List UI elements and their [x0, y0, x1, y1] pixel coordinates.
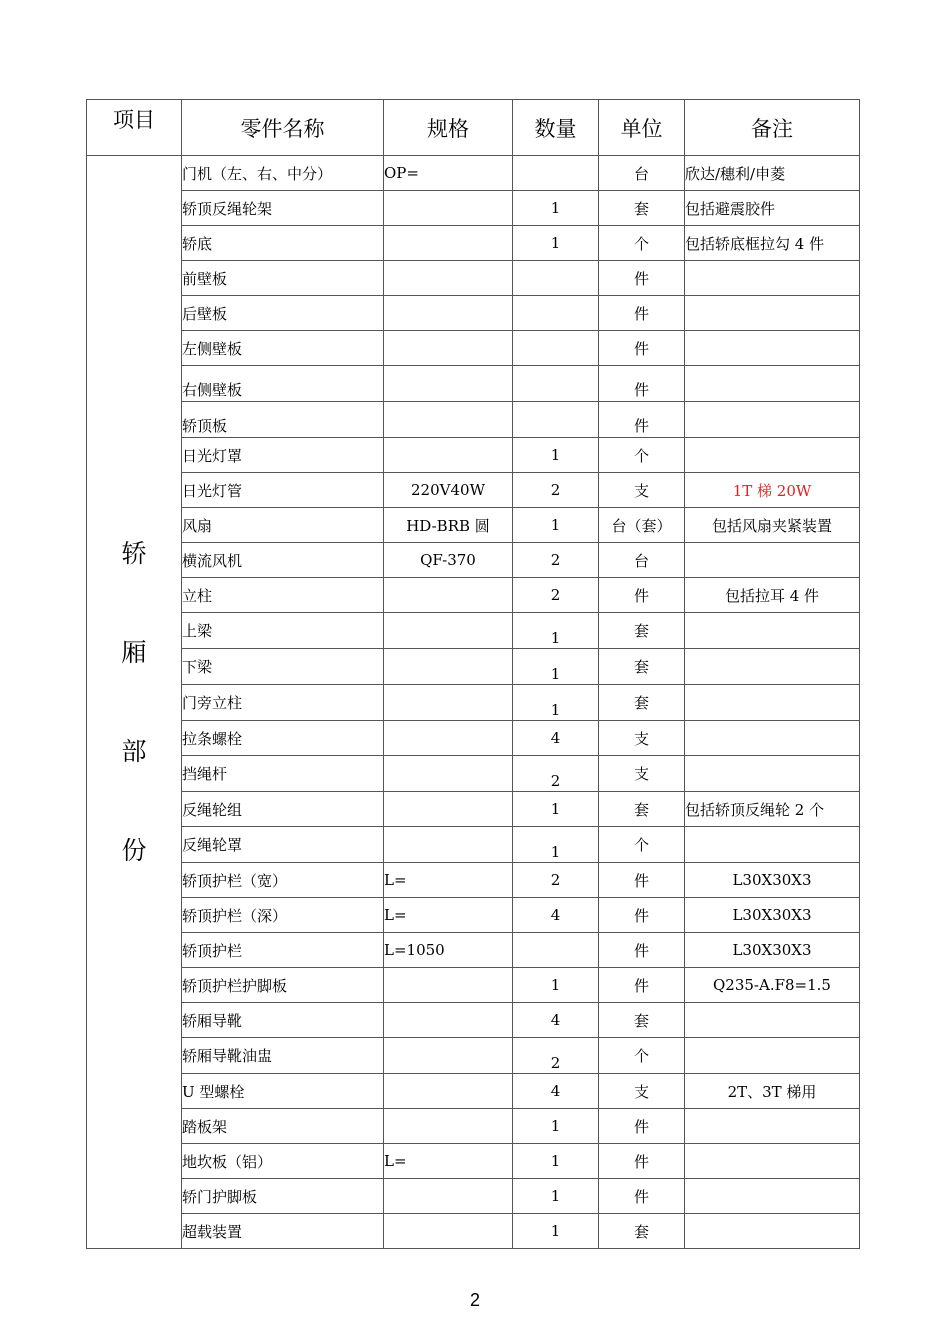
- remarks-cell: [685, 1109, 860, 1144]
- table-row: [87, 508, 860, 543]
- part-name-cell: 拉条螺栓: [182, 721, 384, 756]
- part-name-cell: 地坎板（铝）: [182, 1144, 384, 1179]
- table-row: [87, 156, 860, 191]
- part-name-cell: 门旁立柱: [182, 685, 384, 721]
- quantity-cell: 1: [513, 968, 599, 1003]
- spec-cell: [384, 1003, 513, 1038]
- remarks-cell: [685, 296, 860, 331]
- part-name-cell: 轿顶护栏（深）: [182, 898, 384, 933]
- unit-cell: 支: [599, 721, 685, 756]
- unit-cell: 件: [599, 1179, 685, 1214]
- spec-cell: [384, 968, 513, 1003]
- unit-cell: 件: [599, 261, 685, 296]
- remarks-cell: Q235-A.F8=1.5: [685, 968, 860, 1003]
- part-name-cell: 轿顶护栏（宽）: [182, 863, 384, 898]
- table-row: [87, 1003, 860, 1038]
- part-name-cell: 轿顶板: [182, 402, 384, 438]
- spec-cell: QF-370: [384, 543, 513, 578]
- table-row: [87, 331, 860, 366]
- remarks-cell: L30X30X3: [685, 863, 860, 898]
- part-name-cell: 风扇: [182, 508, 384, 543]
- table-row: [87, 1214, 860, 1249]
- unit-cell: 件: [599, 898, 685, 933]
- quantity-cell: [513, 933, 599, 968]
- table-row: [87, 685, 860, 721]
- unit-cell: 支: [599, 756, 685, 792]
- spec-cell: [384, 1038, 513, 1074]
- part-name-cell: 上梁: [182, 613, 384, 649]
- part-name-cell: 轿顶护栏护脚板: [182, 968, 384, 1003]
- spec-cell: [384, 578, 513, 613]
- spec-cell: [384, 331, 513, 366]
- quantity-cell: 1: [513, 1109, 599, 1144]
- unit-cell: 套: [599, 792, 685, 827]
- quantity-cell: [513, 331, 599, 366]
- part-name-cell: 后壁板: [182, 296, 384, 331]
- remarks-cell: [685, 827, 860, 863]
- part-name-cell: 反绳轮罩: [182, 827, 384, 863]
- spec-cell: [384, 402, 513, 438]
- table-row: [87, 226, 860, 261]
- table-row: [87, 402, 860, 438]
- section-char: 厢: [121, 638, 147, 667]
- part-name-cell: 轿顶反绳轮架: [182, 191, 384, 226]
- spec-cell: [384, 191, 513, 226]
- unit-cell: 件: [599, 933, 685, 968]
- section-char: 份: [121, 836, 147, 865]
- spec-cell: [384, 792, 513, 827]
- header-spec: 规格: [384, 100, 513, 156]
- spec-cell: [384, 1179, 513, 1214]
- quantity-cell: 2: [513, 756, 599, 792]
- unit-cell: 件: [599, 331, 685, 366]
- spec-cell: 220V40W: [384, 473, 513, 508]
- part-name-cell: 日光灯罩: [182, 438, 384, 473]
- unit-cell: 件: [599, 578, 685, 613]
- spec-cell: L=: [384, 863, 513, 898]
- remarks-cell: [685, 649, 860, 685]
- spec-cell: HD-BRB 圆: [384, 508, 513, 543]
- quantity-cell: 2: [513, 863, 599, 898]
- part-name-cell: 挡绳杆: [182, 756, 384, 792]
- spec-cell: [384, 613, 513, 649]
- unit-cell: 个: [599, 1038, 685, 1074]
- quantity-cell: 1: [513, 438, 599, 473]
- remarks-cell: [685, 402, 860, 438]
- unit-cell: 件: [599, 366, 685, 402]
- unit-cell: 个: [599, 827, 685, 863]
- table-row: [87, 1038, 860, 1074]
- remarks-cell: L30X30X3: [685, 933, 860, 968]
- remarks-cell: [685, 331, 860, 366]
- unit-cell: 件: [599, 1144, 685, 1179]
- remarks-cell: 包括风扇夹紧装置: [685, 508, 860, 543]
- remarks-cell: 包括轿底框拉勾 4 件: [685, 226, 860, 261]
- unit-cell: 套: [599, 685, 685, 721]
- spec-cell: L=1050: [384, 933, 513, 968]
- remarks-cell: [685, 1003, 860, 1038]
- remarks-cell: [685, 438, 860, 473]
- remarks-cell: [685, 261, 860, 296]
- remarks-cell: 欣达/穗利/申菱: [685, 156, 860, 191]
- remarks-cell: 1T 梯 20W: [685, 473, 860, 508]
- spec-cell: [384, 685, 513, 721]
- table-row: [87, 438, 860, 473]
- table-row: [87, 191, 860, 226]
- section-char: 轿: [121, 539, 147, 568]
- quantity-cell: 2: [513, 543, 599, 578]
- unit-cell: 个: [599, 226, 685, 261]
- remarks-cell: [685, 685, 860, 721]
- quantity-cell: 1: [513, 649, 599, 685]
- part-name-cell: 立柱: [182, 578, 384, 613]
- section-char: 部: [121, 737, 147, 766]
- table-row: [87, 1074, 860, 1109]
- spec-cell: [384, 1214, 513, 1249]
- spec-cell: [384, 296, 513, 331]
- quantity-cell: 1: [513, 792, 599, 827]
- unit-cell: 个: [599, 438, 685, 473]
- spec-cell: OP=: [384, 156, 513, 191]
- part-name-cell: 轿厢导靴油盅: [182, 1038, 384, 1074]
- quantity-cell: 2: [513, 473, 599, 508]
- remarks-cell: [685, 613, 860, 649]
- spec-cell: [384, 1109, 513, 1144]
- unit-cell: 套: [599, 613, 685, 649]
- quantity-cell: 1: [513, 1214, 599, 1249]
- quantity-cell: 4: [513, 898, 599, 933]
- spec-cell: L=: [384, 898, 513, 933]
- unit-cell: 套: [599, 1003, 685, 1038]
- header-row: [87, 100, 860, 156]
- remarks-cell: [685, 1038, 860, 1074]
- remarks-cell: 包括轿顶反绳轮 2 个: [685, 792, 860, 827]
- section-label: [87, 156, 181, 937]
- header-project: 项目: [87, 100, 182, 156]
- remarks-cell: [685, 1144, 860, 1179]
- part-name-cell: 下梁: [182, 649, 384, 685]
- table-row: [87, 792, 860, 827]
- table-row: [87, 261, 860, 296]
- quantity-cell: [513, 366, 599, 402]
- unit-cell: 件: [599, 296, 685, 331]
- table-row: [87, 1144, 860, 1179]
- table-row: [87, 366, 860, 402]
- header-part-name: 零件名称: [182, 100, 384, 156]
- remarks-cell: 包括拉耳 4 件: [685, 578, 860, 613]
- quantity-cell: 1: [513, 226, 599, 261]
- remarks-cell: [685, 756, 860, 792]
- part-name-cell: 反绳轮组: [182, 792, 384, 827]
- unit-cell: 套: [599, 191, 685, 226]
- spec-cell: [384, 649, 513, 685]
- quantity-cell: 1: [513, 827, 599, 863]
- remarks-cell: 包括避震胶件: [685, 191, 860, 226]
- quantity-cell: 1: [513, 1179, 599, 1214]
- table-row: [87, 898, 860, 933]
- spec-cell: [384, 226, 513, 261]
- quantity-cell: [513, 156, 599, 191]
- table-row: [87, 1179, 860, 1214]
- remarks-cell: [685, 543, 860, 578]
- part-name-cell: 前壁板: [182, 261, 384, 296]
- spec-cell: [384, 827, 513, 863]
- remarks-cell: 2T、3T 梯用: [685, 1074, 860, 1109]
- part-name-cell: 轿底: [182, 226, 384, 261]
- table-row: [87, 721, 860, 756]
- table-row: [87, 863, 860, 898]
- remarks-cell: [685, 1214, 860, 1249]
- spec-cell: [384, 366, 513, 402]
- part-name-cell: 轿门护脚板: [182, 1179, 384, 1214]
- spec-cell: [384, 261, 513, 296]
- remarks-cell: [685, 721, 860, 756]
- quantity-cell: 2: [513, 1038, 599, 1074]
- part-name-cell: 横流风机: [182, 543, 384, 578]
- page-number: 2: [469, 1290, 480, 1310]
- part-name-cell: 日光灯管: [182, 473, 384, 508]
- quantity-cell: 4: [513, 1074, 599, 1109]
- table-row: [87, 296, 860, 331]
- unit-cell: 件: [599, 402, 685, 438]
- part-name-cell: 轿顶护栏: [182, 933, 384, 968]
- quantity-cell: 1: [513, 508, 599, 543]
- quantity-cell: 1: [513, 191, 599, 226]
- spec-cell: [384, 721, 513, 756]
- table-row: [87, 578, 860, 613]
- quantity-cell: 1: [513, 1144, 599, 1179]
- table-row: [87, 827, 860, 863]
- table-row: [87, 933, 860, 968]
- header-quantity: 数量: [513, 100, 599, 156]
- table-row: [87, 1109, 860, 1144]
- part-name-cell: 轿厢导靴: [182, 1003, 384, 1038]
- header-remarks: 备注: [685, 100, 860, 156]
- quantity-cell: 4: [513, 721, 599, 756]
- quantity-cell: [513, 296, 599, 331]
- remarks-cell: [685, 1179, 860, 1214]
- unit-cell: 件: [599, 1109, 685, 1144]
- unit-cell: 支: [599, 1074, 685, 1109]
- remarks-cell: L30X30X3: [685, 898, 860, 933]
- quantity-cell: 1: [513, 613, 599, 649]
- unit-cell: 件: [599, 968, 685, 1003]
- remarks-cell: [685, 366, 860, 402]
- section-label-cell: [87, 156, 182, 1249]
- unit-cell: 台（套）: [599, 508, 685, 543]
- part-name-cell: 门机（左、右、中分）: [182, 156, 384, 191]
- quantity-cell: 1: [513, 685, 599, 721]
- table-row: [87, 756, 860, 792]
- quantity-cell: 2: [513, 578, 599, 613]
- table-row: [87, 543, 860, 578]
- unit-cell: 台: [599, 543, 685, 578]
- unit-cell: 支: [599, 473, 685, 508]
- table-row: [87, 473, 860, 508]
- table-row: [87, 649, 860, 685]
- spec-cell: [384, 438, 513, 473]
- spec-cell: [384, 756, 513, 792]
- spec-cell: [384, 1074, 513, 1109]
- unit-cell: 套: [599, 1214, 685, 1249]
- part-name-cell: 超载装置: [182, 1214, 384, 1249]
- quantity-cell: 4: [513, 1003, 599, 1038]
- part-name-cell: 左侧壁板: [182, 331, 384, 366]
- part-name-cell: U 型螺栓: [182, 1074, 384, 1109]
- quantity-cell: [513, 261, 599, 296]
- unit-cell: 件: [599, 863, 685, 898]
- header-unit: 单位: [599, 100, 685, 156]
- unit-cell: 套: [599, 649, 685, 685]
- table-row: [87, 968, 860, 1003]
- unit-cell: 台: [599, 156, 685, 191]
- part-name-cell: 踏板架: [182, 1109, 384, 1144]
- part-name-cell: 右侧壁板: [182, 366, 384, 402]
- spec-cell: L=: [384, 1144, 513, 1179]
- table-row: [87, 613, 860, 649]
- quantity-cell: [513, 402, 599, 438]
- parts-table: [86, 99, 860, 1249]
